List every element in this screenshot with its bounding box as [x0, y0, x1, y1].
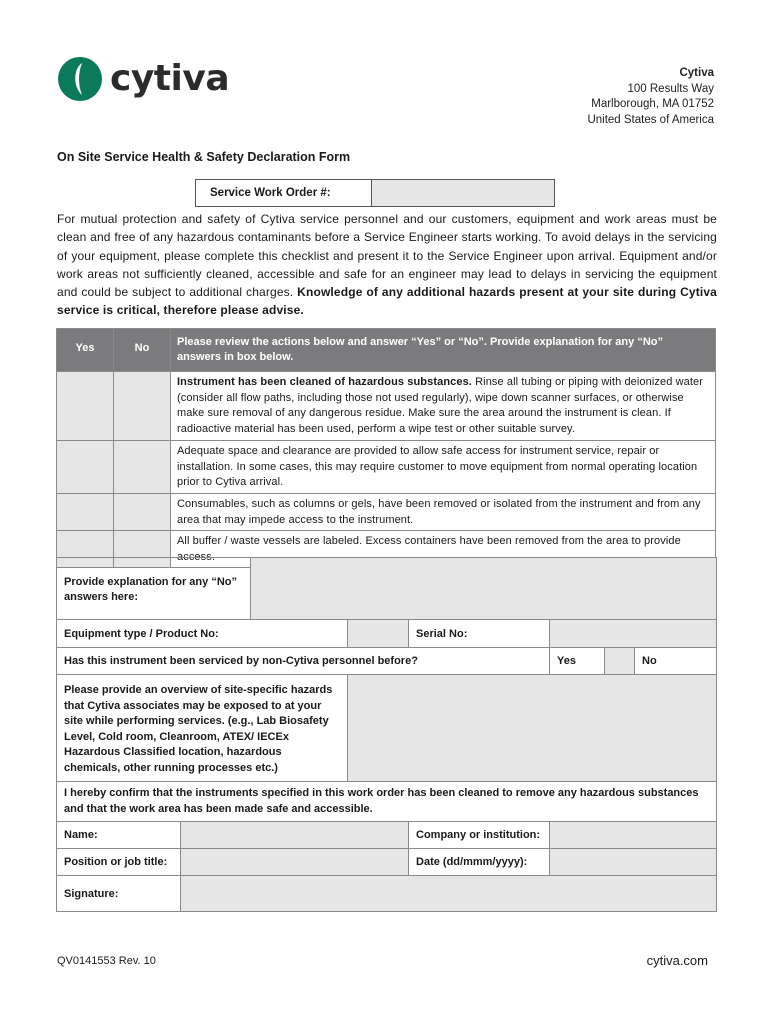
work-order-box — [195, 179, 555, 207]
no-checkbox[interactable] — [114, 494, 171, 531]
instructions-header: Please review the actions below and answer “Yes” or “No”. Provide explanation for any “No” answers in box below. — [171, 329, 716, 372]
signature-label: Signature: — [57, 876, 181, 912]
serviced-row — [57, 648, 717, 675]
cytiva-leaf-icon — [58, 57, 102, 101]
name-input[interactable] — [181, 822, 409, 849]
intro-paragraph — [57, 210, 717, 320]
name-row — [57, 822, 717, 849]
checklist-item-text — [171, 372, 716, 441]
equipment-input[interactable] — [348, 620, 409, 648]
checklist-row — [57, 372, 716, 441]
explanation-input[interactable] — [251, 558, 717, 620]
position-input[interactable] — [181, 849, 409, 876]
serviced-question: Has this instrument been serviced by non-Cytiva personnel before? — [57, 648, 550, 675]
address-city: Marlborough, MA 01752 — [591, 98, 714, 110]
serial-input[interactable] — [550, 620, 717, 648]
yes-checkbox[interactable] — [57, 494, 114, 531]
checklist-item-text — [171, 494, 716, 531]
details-table — [56, 557, 717, 912]
address-country: United States of America — [587, 113, 714, 126]
explanation-row — [57, 558, 717, 620]
form-title: On Site Service Health & Safety Declaration Form — [57, 150, 351, 164]
date-input[interactable] — [550, 849, 717, 876]
checklist-item-body: All buffer / waste vessels are labeled. Excess containers have been removed from the area to provide access. — [177, 535, 681, 563]
equipment-row — [57, 620, 717, 648]
cytiva-logo — [58, 57, 229, 101]
serviced-yes-option[interactable]: Yes — [550, 648, 605, 675]
checklist-table — [56, 328, 716, 568]
signature-input[interactable] — [181, 876, 717, 912]
work-order-label: Service Work Order #: — [196, 180, 372, 206]
address-company: Cytiva — [679, 67, 714, 79]
brand-name: cytiva — [110, 58, 230, 99]
date-label: Date (dd/mmm/yyyy): — [409, 849, 550, 876]
company-label: Company or institution: — [409, 822, 550, 849]
no-checkbox[interactable] — [114, 372, 171, 441]
signature-row — [57, 876, 717, 912]
col-yes-header: Yes — [57, 329, 114, 372]
name-label: Name: — [57, 822, 181, 849]
intro-text: For mutual protection and safety of Cytiva service personnel and our customers, equipment and work areas must be clean and free of any hazardous contaminants before a Service Engineer starts working. To avoid delays in the servicing of your equipment, please complete this checklist and present it to the Service Engineer upon arrival. Equipment and/or work areas not sufficiently cleaned, accessible and safe for an engineer may lead to delays in servicing the equipment and could be subject to additional charges. — [57, 212, 717, 300]
company-input[interactable] — [550, 822, 717, 849]
serial-label: Serial No: — [409, 620, 550, 648]
confirmation-statement: I hereby confirm that the instruments specified in this work order has been cleaned to remove any hazardous substances and that the work area has been made safe and accessible. — [57, 782, 717, 822]
serviced-no-option[interactable]: No — [635, 648, 717, 675]
checklist-item-body: Adequate space and clearance are provided to allow safe access for instrument service, repair or installation. In some cases, this may require customer to move equipment from normal operating location prior to Cytiva arrival. — [177, 445, 698, 488]
hazards-input[interactable] — [348, 675, 717, 782]
hazards-row — [57, 675, 717, 782]
explanation-label: Provide explanation for any “No” answers here: — [57, 558, 251, 620]
no-checkbox[interactable] — [114, 441, 171, 494]
equipment-label: Equipment type / Product No: — [57, 620, 348, 648]
work-order-input[interactable] — [372, 180, 554, 206]
company-address — [587, 66, 714, 128]
position-row — [57, 849, 717, 876]
checklist-item-body: Rinse all tubing or piping with deionized water (consider all flow paths, including those not used regularly), wipe down scanner surfaces, or otherwise make sure removal of any dangerous residue. Make sure the area around the instrument is clean. If radioactive material has been used, perform a wipe test or other suitable survey. — [177, 376, 703, 435]
checklist-row — [57, 494, 716, 531]
address-street: 100 Results Way — [627, 82, 714, 95]
yes-checkbox[interactable] — [57, 441, 114, 494]
hazards-label: Please provide an overview of site-specific hazards that Cytiva associates may be exposed to at your site while performing services. (e.g., Lab Biosafety Level, Cold room, Cleanroom, ATEX/ IECEx Hazardous Classified location, hazardous chemicals, other running processes etc.) — [57, 675, 348, 782]
checklist-header — [57, 329, 716, 372]
intro-bold-text: Knowledge of any additional hazards present at your site during Cytiva service is critical, therefore please advise. — [57, 285, 717, 318]
document-id: QV0141553 Rev. 10 — [57, 955, 156, 967]
checklist-item-text — [171, 441, 716, 494]
serviced-yes-checkbox[interactable] — [605, 648, 635, 675]
checklist-item-bold: Instrument has been cleaned of hazardous substances. — [177, 376, 472, 388]
yes-checkbox[interactable] — [57, 372, 114, 441]
position-label: Position or job title: — [57, 849, 181, 876]
confirmation-row — [57, 782, 717, 822]
checklist-row — [57, 441, 716, 494]
footer-url[interactable]: cytiva.com — [646, 953, 708, 968]
col-no-header: No — [114, 329, 171, 372]
checklist-item-body: Consumables, such as columns or gels, have been removed or isolated from the instrument and from any area that may impede access to the instrument. — [177, 498, 701, 526]
